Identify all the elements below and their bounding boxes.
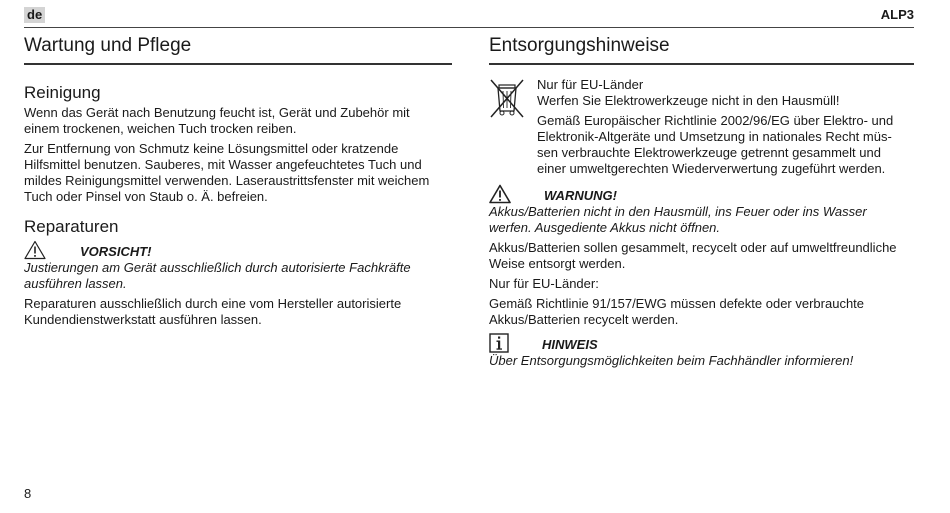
text-line: Gemäß Richtlinie 91/157/EWG müssen defekte oder verbrauchte bbox=[489, 296, 865, 311]
text-line: Akkus/Batterien recycelt werden. bbox=[489, 312, 679, 327]
text-line: einem trockenen, weichen Tuch trocken reiben. bbox=[24, 121, 297, 136]
section-title-disposal: Entsorgungshinweise bbox=[489, 30, 914, 65]
right-column bbox=[489, 30, 914, 373]
warning-triangle-icon bbox=[489, 184, 511, 204]
text-line: Reparaturen ausschließlich durch eine vom Hersteller autorisierte bbox=[24, 296, 402, 311]
caution-text bbox=[24, 260, 452, 292]
text-line: ausführen lassen. bbox=[24, 276, 127, 291]
text-line: werfen. Ausgediente Akkus nicht öffnen. bbox=[489, 220, 721, 235]
text-line: Elektronik-Altgeräte und Umsetzung in nationales Recht müs- bbox=[537, 129, 892, 144]
text-line: Wenn das Gerät nach Benutzung feucht ist, Gerät und Zubehör mit bbox=[24, 105, 410, 120]
text-line: Weise entsorgt werden. bbox=[489, 256, 626, 271]
section-title-maintenance: Wartung und Pflege bbox=[24, 30, 452, 65]
model-name: ALP3 bbox=[880, 7, 914, 22]
cleaning-paragraph-2 bbox=[24, 141, 452, 205]
disposal-text bbox=[537, 77, 914, 181]
repairs-paragraph bbox=[24, 296, 452, 328]
eu-only-line: Nur für EU-Länder: bbox=[489, 276, 599, 291]
text-line: Akkus/Batterien sollen gesammelt, recycelt oder auf umweltfreundliche bbox=[489, 240, 897, 255]
battery-paragraph bbox=[489, 240, 914, 272]
text-line: Zur Entfernung von Schmutz keine Lösungsmittel oder kratzende bbox=[24, 141, 399, 156]
warning-label: WARNUNG! bbox=[544, 188, 617, 203]
hint-note bbox=[489, 332, 914, 353]
warning-text bbox=[489, 204, 914, 236]
text-line: Kundendienstwerkstatt ausführen lassen. bbox=[24, 312, 262, 327]
cleaning-paragraph-1 bbox=[24, 105, 452, 137]
info-icon bbox=[489, 333, 509, 353]
text-line: Justierungen am Gerät ausschließlich durch autorisierte Fachkräfte bbox=[24, 260, 411, 275]
hint-label: HINWEIS bbox=[542, 337, 598, 352]
left-column bbox=[24, 30, 452, 332]
text-line: Akkus/Batterien nicht in den Hausmüll, ins Feuer oder ins Wasser bbox=[489, 204, 867, 219]
eu-note bbox=[537, 77, 914, 109]
disposal-block bbox=[489, 77, 914, 181]
text-line: mildes Reinigungsmittel verwenden. Laseraustrittsfenster mit weichem bbox=[24, 173, 430, 188]
hint-text: Über Entsorgungsmöglichkeiten beim Fachhändler informieren! bbox=[489, 353, 854, 368]
warning-note bbox=[489, 183, 914, 204]
text-line: Gemäß Europäischer Richtlinie 2002/96/EG über Elektro- und bbox=[537, 113, 894, 128]
text-line: Hilfsmittel benutzen. Sauberes, mit Wasser angefeuchtetes Tuch und bbox=[24, 157, 422, 172]
directive-paragraph bbox=[537, 113, 914, 177]
heading-repairs: Reparaturen bbox=[24, 217, 119, 236]
warning-triangle-icon bbox=[24, 240, 46, 260]
heading-cleaning: Reinigung bbox=[24, 83, 101, 102]
header-divider bbox=[24, 27, 914, 28]
text-line: Werfen Sie Elektrowerkzeuge nicht in den Hausmüll! bbox=[537, 93, 840, 108]
text-line: einer umweltgerechten Wiederverwertung zugeführt werden. bbox=[537, 161, 886, 176]
text-line: Nur für EU-Länder bbox=[537, 77, 644, 92]
language-badge: de bbox=[24, 7, 45, 23]
crossed-out-wheelie-bin-icon bbox=[489, 77, 525, 121]
text-line: sen verbrauchte Elektrowerkzeuge getrennt gesammelt und bbox=[537, 145, 881, 160]
page-number: 8 bbox=[24, 486, 32, 501]
text-line: Tuch oder Pinsel von Staub o. Ä. befreien. bbox=[24, 189, 268, 204]
battery-directive-paragraph bbox=[489, 296, 914, 328]
caution-label: VORSICHT! bbox=[80, 244, 152, 259]
caution-note bbox=[24, 239, 452, 260]
